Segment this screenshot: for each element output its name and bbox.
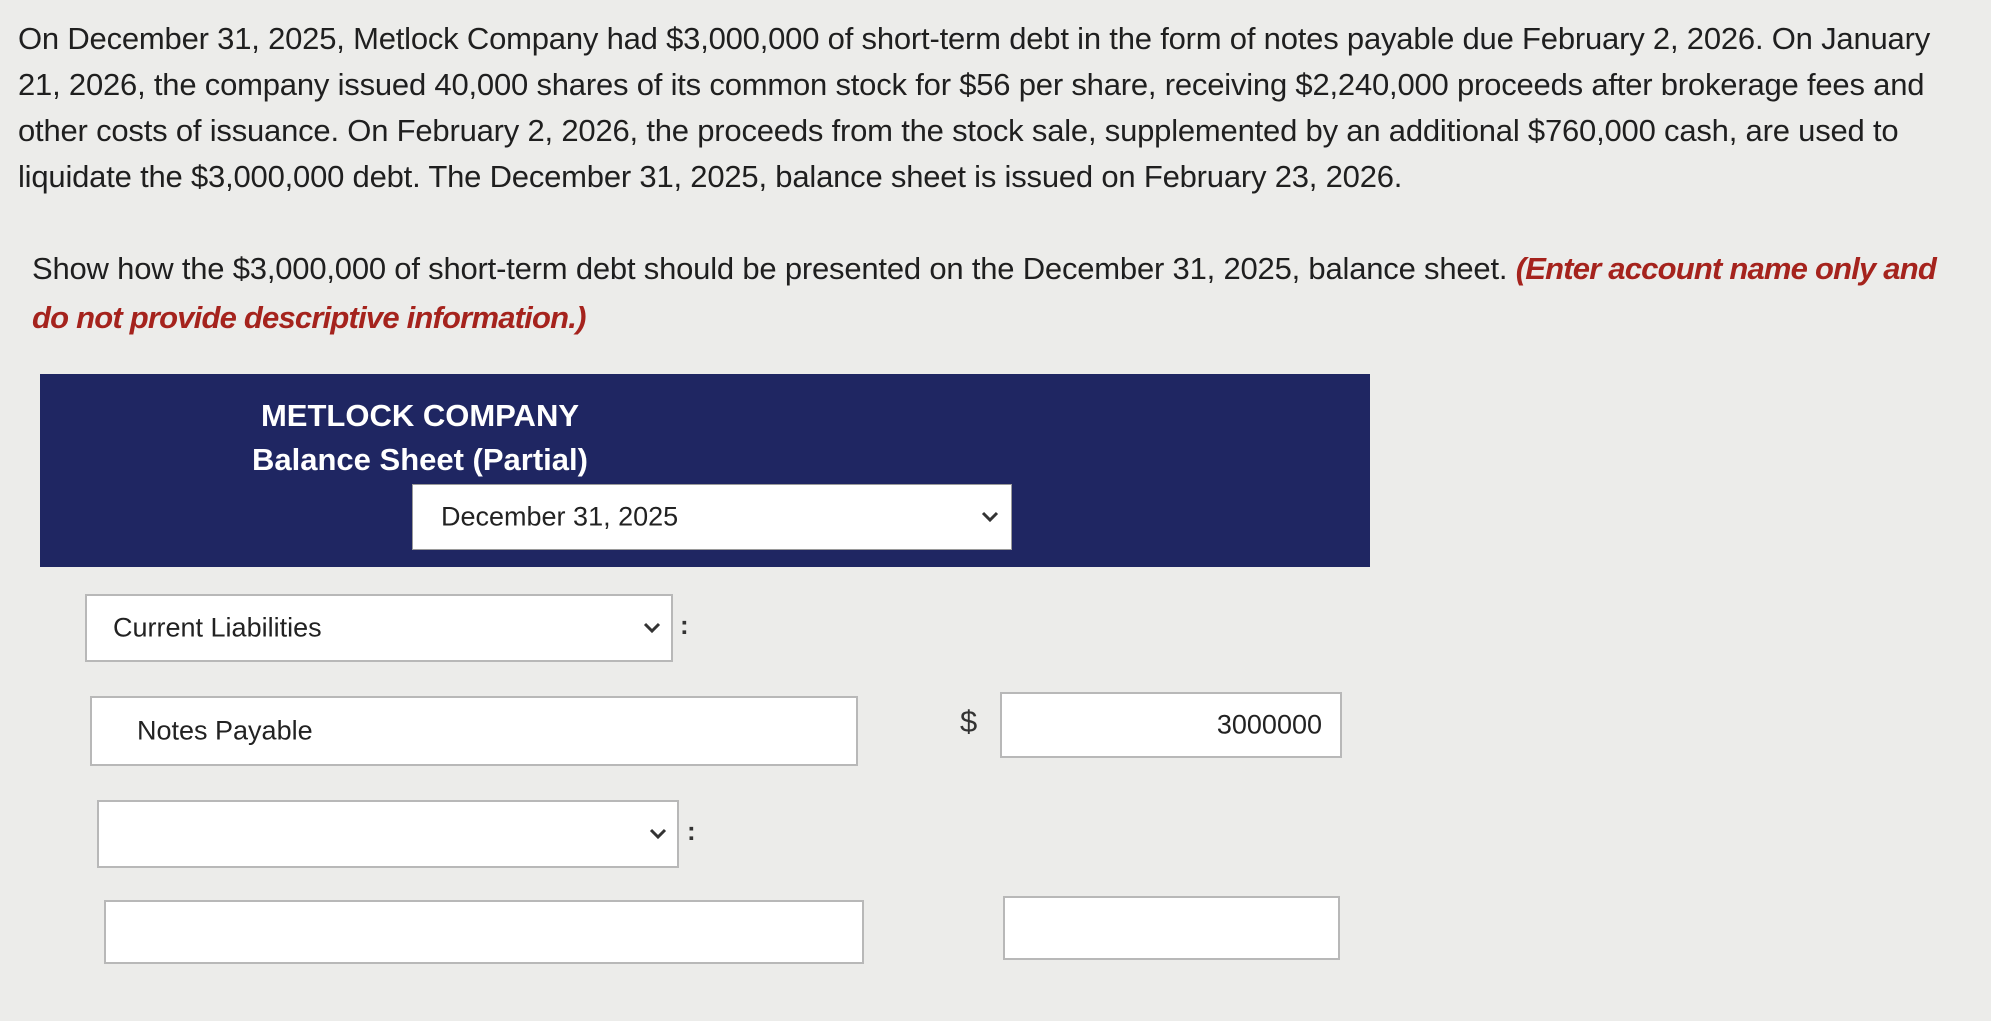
section-dropdown-2[interactable] xyxy=(97,800,679,868)
instruction-text xyxy=(32,244,1952,342)
chevron-down-icon xyxy=(979,509,1001,525)
account-name-input-1[interactable] xyxy=(90,696,858,766)
date-dropdown[interactable] xyxy=(412,484,1012,550)
section-colon: : xyxy=(680,610,689,640)
statement-title: Balance Sheet (Partial) xyxy=(252,442,588,477)
section-colon-2: : xyxy=(687,816,696,846)
account-name-input-2[interactable] xyxy=(104,900,864,964)
currency-symbol: $ xyxy=(960,704,978,739)
amount-input-1[interactable] xyxy=(1000,692,1342,758)
statement-header xyxy=(40,374,1370,567)
chevron-down-icon xyxy=(641,620,663,636)
company-name: METLOCK COMPANY xyxy=(260,398,580,433)
date-dropdown-value: December 31, 2025 xyxy=(441,501,679,532)
amount-value-1: 3000000 xyxy=(1216,709,1322,740)
instruction-main: Show how the $3,000,000 of short-term debt should be presented on the December 31, 2025, balance sheet. xyxy=(32,251,1516,286)
problem-statement: On December 31, 2025, Metlock Company had $3,000,000 of short-term debt in the form of notes payable due February 2, 2026. On January 21, 2026, the company issued 40,000 shares of its common stock for $56 per share, receiving $2,240,000 proceeds after brokerage fees and other costs of issuance. On February 2, 2026, the proceeds from the stock sale, supplemented by an additional $760,000 cash, are used to liquidate the $3,000,000 debt. The December 31, 2025, balance sheet is issued on February 23, 2026. xyxy=(18,21,1931,194)
section-dropdown-value: Current Liabilities xyxy=(113,612,322,643)
account-name-value-1: Notes Payable xyxy=(137,715,313,746)
chevron-down-icon xyxy=(647,826,669,842)
amount-input-2[interactable] xyxy=(1003,896,1340,960)
section-dropdown[interactable] xyxy=(85,594,673,662)
instruction-note: (Enter account name only and do not provide descriptive information.) xyxy=(32,251,1936,335)
